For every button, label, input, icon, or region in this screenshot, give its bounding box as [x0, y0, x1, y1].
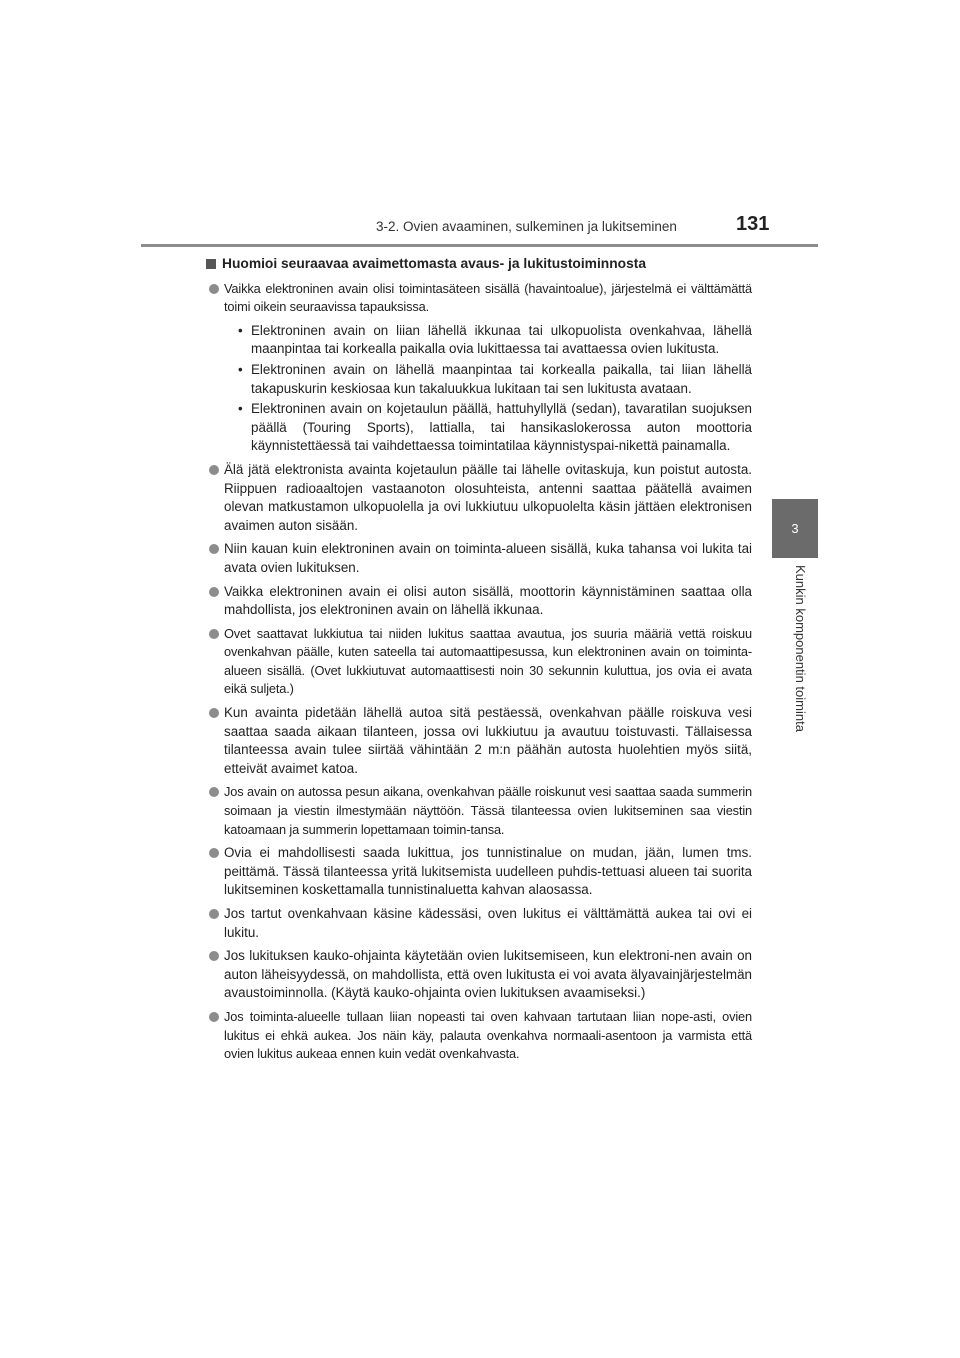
list-item	[206, 704, 752, 778]
bullet-icon	[209, 848, 219, 858]
list-item-text: Vaikka elektroninen avain olisi toimintasäteen sisällä (havaintoalue), järjestelmä ei välttämättä toimi oikein seuraavissa tapauksissa.	[224, 280, 752, 315]
bullet-icon	[209, 465, 219, 475]
list-item-text: Jos toiminta-alueelle tullaan liian nopeasti tai oven kahvaan tartutaan liian nope-asti, ovien lukitus ei ehkä aukea. Jos näin käy, palauta ovenkahva normaali-asentoon ja varmista että ovien lukitus aukeaa ennen kuin vedät ovenkahvasta.	[224, 1008, 752, 1062]
list-item-text: Jos lukituksen kauko-ohjainta käytetään ovien lukitsemiseen, kun elektroni-nen avain on auton läheisyydessä, on mahdollista, että oven lukitusta ei voi avata älyavainjärjestelmän avaustoiminnolla. (Käytä kauko-ohjainta ovien lukituksen avaamiseksi.)	[224, 948, 752, 1001]
list-item	[206, 1008, 752, 1064]
bullet-icon	[209, 587, 219, 597]
list-item	[206, 844, 752, 900]
bullet-icon	[209, 708, 219, 718]
list-item-text: Niin kauan kuin elektroninen avain on toiminta-alueen sisällä, kuka tahansa voi lukita tai avata ovien lukituksen.	[224, 541, 752, 575]
list-item	[206, 947, 752, 1003]
dot-icon: •	[238, 401, 243, 417]
list-item	[206, 625, 752, 699]
bullet-icon	[209, 909, 219, 919]
list-item-text: Ovia ei mahdollisesti saada lukittua, jos tunnistinalue on mudan, jään, lumen tms. peittämä. Tässä tilanteessa yritä lukitsemista uudelleen puhdis-tettuasi alueen tai suorita lukitseminen koskettamalla tunnistinaluetta kahvan alaosassa.	[224, 845, 752, 898]
dot-icon: •	[238, 361, 243, 377]
chapter-number: 3	[791, 521, 799, 536]
sub-list	[206, 322, 752, 456]
section-heading	[206, 255, 752, 274]
bullet-icon	[209, 787, 219, 797]
list-item-text: Kun avainta pidetään lähellä autoa sitä pestäessä, ovenkahvan päälle roiskuva vesi saattaa saada aikaan tilanteen, jossa ovi lukkiutuu ja avautuu toistuvasti. Tällaisessa tilanteessa avain tulee siirtää vähintään 2 m:n päähän autosta huolehtien myös siitä, etteivät avaimet katoa.	[224, 705, 752, 776]
chapter-tab	[772, 499, 818, 558]
sub-list-item-text: Elektroninen avain on lähellä maanpintaa tai korkealla paikalla, tai liian lähellä takapuskurin keskiosaa kun takaluukkua lukitaan tai sen lukitusta avataan.	[251, 361, 752, 396]
list-item	[206, 905, 752, 942]
list-item	[206, 540, 752, 577]
list-item	[206, 783, 752, 839]
list-item-text: Jos tartut ovenkahvaan käsine kädessäsi, oven lukitus ei välttämättä aukea tai ovi ei lukitu.	[224, 906, 752, 940]
sub-list-item-text: Elektroninen avain on kojetaulun päällä, hattuhyllyllä (sedan), tavaratilan suojuksen päällä (Touring Sports), lattialla, tai hansikaslokerossa auton moottoria käynnistettäessä tai vaihdettaessa toimintatilaa käynnistyspai-nikettä painamalla.	[251, 401, 752, 454]
header-rule	[141, 244, 818, 247]
bullet-icon	[209, 951, 219, 961]
section-heading-text: Huomioi seuraavaa avaimettomasta avaus- ja lukitustoiminnosta	[222, 256, 647, 271]
list-item-text: Jos avain on autossa pesun aikana, ovenkahvan päälle roiskunut vesi saattaa saada summerin soimaan ja viestin ilmestymään näyttöön. Tässä tilanteessa ovien lukitseminen saa viestin katoamaan ja summerin lopettamaan toimin-tansa.	[224, 784, 752, 837]
list-item-text: Ovet saattavat lukkiutua tai niiden lukitus saattaa avautua, jos suuria määriä vettä roiskuu ovenkahvan päälle, kuten sateella tai automaattipesussa, kun elektroninen avain on toiminta-alueen sisällä. (Ovet lukkiutuvat automaattisesti noin 30 sekunnin kuluttua, jos ovia ei avata eikä suljeta.)	[224, 625, 752, 697]
list-item-text: Vaikka elektroninen avain ei olisi auton sisällä, moottorin käynnistäminen saattaa olla mahdollista, jos elektroninen avain on lähellä ikkunaa.	[224, 583, 752, 618]
bullet-icon	[209, 629, 219, 639]
sub-list-item	[238, 322, 752, 359]
sub-list-item	[238, 361, 752, 398]
sub-list-item-text: Elektroninen avain on liian lähellä ikkunaa tai ulkopuolista ovenkahvaa, lähellä maanpintaa tai korkealla paikalla ovia lukittaessa tai avattaessa ovien lukitusta.	[251, 322, 752, 357]
sub-list-item	[238, 400, 752, 456]
bullet-icon	[209, 284, 219, 294]
bullet-icon	[209, 544, 219, 554]
list-item-text: Älä jätä elektronista avainta kojetaulun päälle tai lähelle ovitaskuja, kun poistut autosta. Riippuen radioaaltojen vastaanoton olosuhteista, antenni saattaa päätellä avaimen olevan matkustamon ulkopuolella ja ovi lukkiutuu ulkopuolelta käsin jättäen elektronisen avaimen auton sisään.	[224, 461, 752, 533]
list-item	[206, 461, 752, 535]
page-number: 131	[736, 213, 770, 235]
list-item	[206, 280, 752, 317]
main-content	[206, 255, 752, 1069]
chapter-title: Kunkin komponentin toiminta	[793, 565, 808, 732]
list-item	[206, 583, 752, 620]
bullet-icon	[209, 1012, 219, 1022]
square-bullet-icon	[206, 259, 216, 269]
running-header: 3-2. Ovien avaaminen, sulkeminen ja lukitseminen	[376, 219, 677, 234]
dot-icon: •	[238, 322, 243, 338]
